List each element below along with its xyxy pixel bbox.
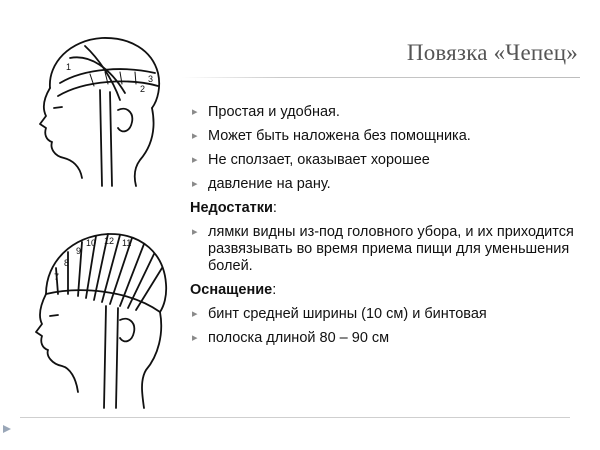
fig-bottom-label-10: 10 [86,238,97,248]
disadvantages-list [190,224,585,275]
bullet-icon: ▸ [192,308,198,320]
equipment-list [190,306,585,347]
fig-bottom-label-7: 7 [54,272,60,282]
fig-bottom-label-12: 12 [104,236,115,246]
bullet-icon: ▸ [192,332,198,344]
list-item: ▸ Не сползает, оказывает хорошее [192,152,430,168]
list-item: ▸ давление на рану. [192,176,331,192]
bullet-icon: ▸ [192,226,198,238]
fig-top-label-3: 3 [148,74,154,84]
bullet-icon: ▸ [192,178,198,190]
advantages-list [190,104,585,193]
slide-title: Повязка «Чепец» [406,40,578,65]
list-item: ▸ полоска длиной 80 – 90 см [192,330,390,346]
footer-divider [20,417,570,418]
slide-body [190,104,585,354]
fig-top-label-1: 1 [66,62,72,72]
fig-top-label-2: 2 [140,84,146,94]
title-divider [182,77,580,78]
bandage-illustration-bottom [24,224,184,410]
list-item: ▸ Простая и удобная. [192,104,340,120]
list-item: ▸ Может быть наложена без помощника. [192,128,471,144]
fig-bottom-label-8: 8 [64,258,70,268]
equipment-heading: Оснащение: [190,282,277,298]
corner-arrow-icon [2,424,12,434]
disadvantages-heading: Недостатки: [190,200,277,216]
bullet-icon: ▸ [192,130,198,142]
fig-bottom-label-9: 9 [76,246,82,256]
bandage-illustration-top [30,28,180,188]
bullet-icon: ▸ [192,154,198,166]
list-item: ▸ бинт средней ширины (10 см) и бинтовая [192,306,487,322]
bullet-icon: ▸ [192,106,198,118]
fig-bottom-label-11: 11 [122,238,132,248]
list-item: ▸ лямки видны из-под головного убора, и их приходится развязывать во время приема пищи для уменьшения болей. [192,224,574,274]
